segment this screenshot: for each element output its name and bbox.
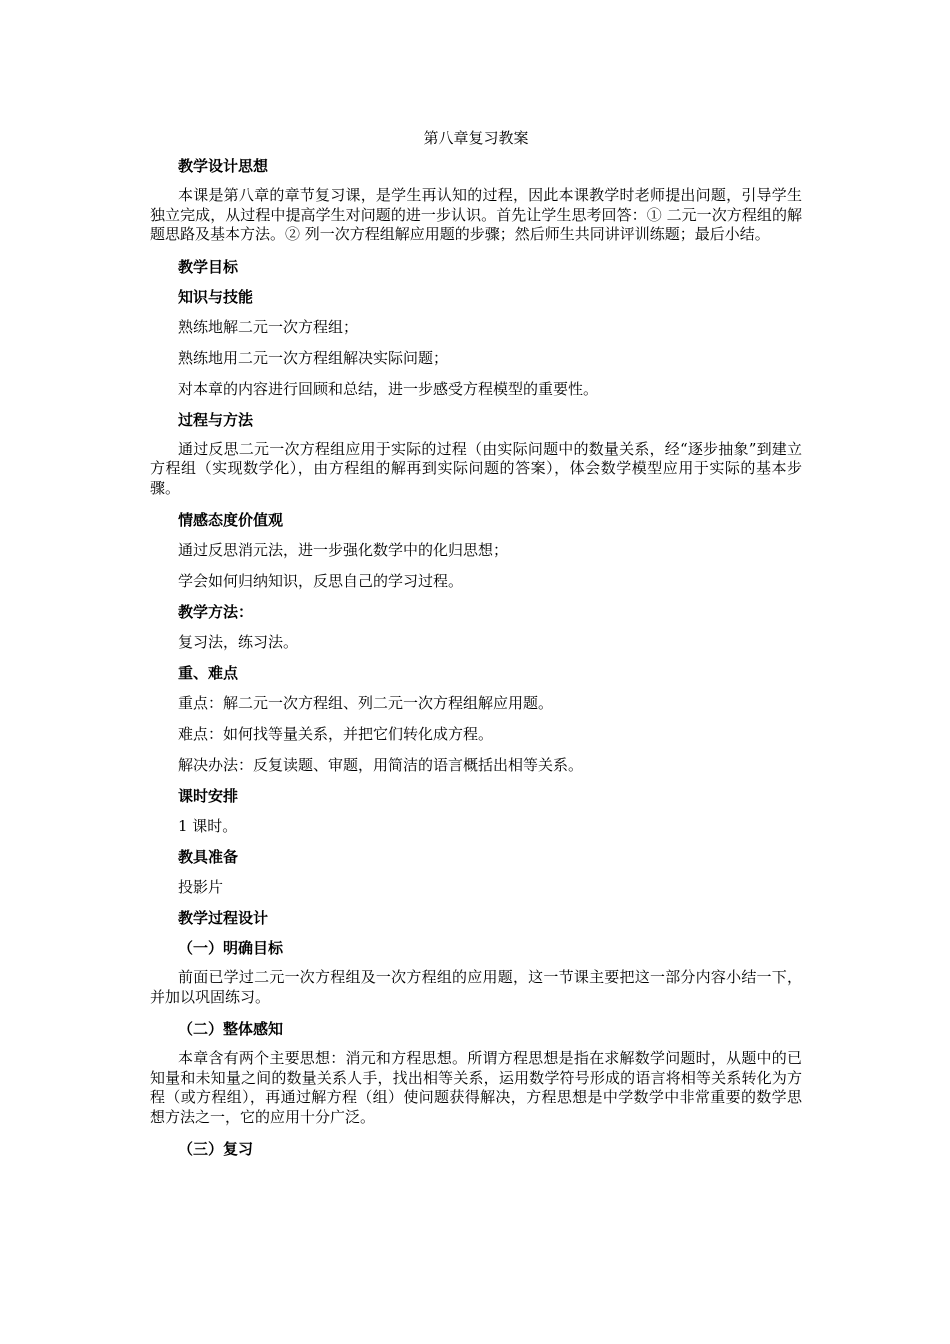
tools-text: 投影片 bbox=[178, 878, 224, 896]
heading-emotion: 情感态度价值观 bbox=[178, 511, 284, 529]
heading-step1: （一）明确目标 bbox=[178, 939, 284, 957]
time-text: 1 课时。 bbox=[178, 817, 238, 835]
paragraph-process: 通过反思二元一次方程组应用于实际的过程（由实际问题中的数量关系，经“逐步抽象”到建立方程组（实现数学化），由方程组的解再到实际问题的答案），体会数学模型应用于实际的基本步骤。 bbox=[150, 439, 802, 497]
heading-process-design: 教学过程设计 bbox=[178, 909, 269, 927]
heading-process: 过程与方法 bbox=[178, 410, 254, 429]
heading-step3: （三）复习 bbox=[178, 1140, 254, 1158]
key-item: 解决办法：反复读题、审题，用简洁的语言概括出相等关系。 bbox=[178, 756, 584, 774]
heading-step2: （二）整体感知 bbox=[178, 1020, 284, 1038]
document-page bbox=[150, 118, 802, 1169]
knowledge-item: 对本章的内容进行回顾和总结，进一步感受方程模型的重要性。 bbox=[178, 379, 599, 398]
paragraph-step2: 本章含有两个主要思想：消元和方程思想。所谓方程思想是指在求解数学问题时，从题中的已知量和未知量之间的数量关系人手，找出相等关系，运用数学符号形成的语言将相等关系转化为方程（或方程组），再通过解方程（组）使问题获得解决，方程思想是中学数学中非常重要的数学思想方法之一，它的应用十分广泛。 bbox=[150, 1049, 802, 1126]
heading-tools: 教具准备 bbox=[178, 848, 239, 866]
emotion-item: 通过反思消元法，进一步强化数学中的化归思想； bbox=[178, 541, 509, 559]
method-text: 复习法，练习法。 bbox=[178, 633, 299, 651]
heading-method: 教学方法： bbox=[178, 603, 254, 621]
paragraph-design-idea: 本课是第八章的章节复习课，是学生再认知的过程，因此本课教学时老师提出问题，引导学生独立完成，从过程中提高学生对问题的进一步认识。首先让学生思考回答：① 二元一次方程组的解题思路及基本方法。② 列一次方程组解应用题的步骤；然后师生共同讲评训练题；最后小结。 bbox=[150, 186, 802, 243]
emotion-item: 学会如何归纳知识，反思自己的学习过程。 bbox=[178, 572, 464, 590]
knowledge-item: 熟练地用二元一次方程组解决实际问题； bbox=[178, 348, 449, 367]
document-title: 第八章复习教案 bbox=[423, 129, 529, 147]
heading-goals: 教学目标 bbox=[178, 257, 239, 276]
heading-design-idea: 教学设计思想 bbox=[178, 157, 269, 175]
heading-knowledge: 知识与技能 bbox=[178, 287, 254, 306]
heading-key-points: 重、难点 bbox=[178, 664, 239, 682]
paragraph-step1: 前面已学过二元一次方程组及一次方程组的应用题，这一节课主要把这一部分内容小结一下，并加以巩固练习。 bbox=[150, 968, 802, 1006]
heading-time: 课时安排 bbox=[178, 787, 239, 805]
key-item: 难点：如何找等量关系，并把它们转化成方程。 bbox=[178, 725, 494, 743]
knowledge-item: 熟练地解二元一次方程组； bbox=[178, 317, 359, 336]
key-item: 重点：解二元一次方程组、列二元一次方程组解应用题。 bbox=[178, 694, 554, 712]
